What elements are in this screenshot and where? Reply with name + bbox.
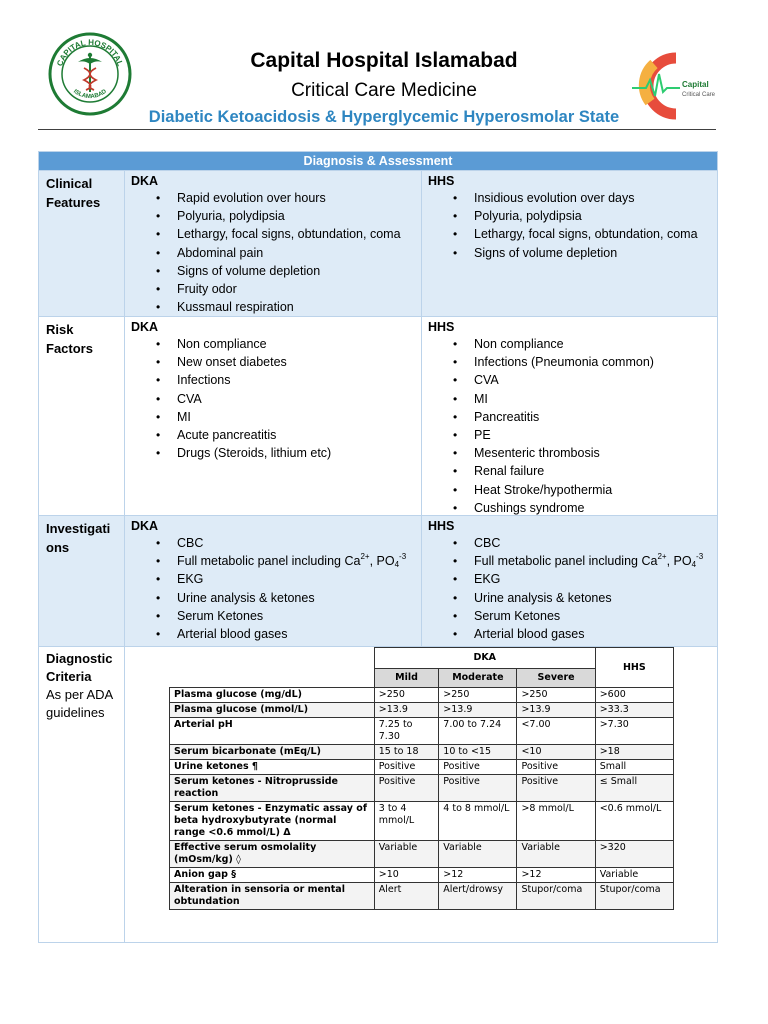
subheader-severe: Severe — [517, 669, 595, 688]
critical-care-logo — [628, 52, 720, 120]
hhs-column — [421, 171, 715, 316]
list-item: • Polyuria, polydipsia — [428, 207, 715, 225]
section-banner: Diagnosis & Assessment — [39, 152, 717, 170]
list-item: • MI — [131, 408, 421, 426]
list-item: • Lethargy, focal signs, obtundation, coma — [131, 225, 421, 243]
hhs-column — [421, 317, 715, 515]
list-item: • Full metabolic panel including $Ca^{2+}$, $PO_4^{-3}$ — [428, 552, 715, 570]
hhs-heading: HHS — [428, 174, 455, 188]
department-name: Critical Care Medicine — [291, 80, 477, 101]
table-row: Serum ketones - Enzymatic assay of beta hydroxybutyrate (normal range <0.6 mmol/L) Δ 3 to 4 mmol/L 4 to 8 mmol/L >8 mmol/L <0.6 mmol/L — [170, 802, 674, 841]
list-item: • Signs of volume depletion — [428, 244, 715, 262]
table-row: Serum bicarbonate (mEq/L) 15 to 18 10 to <15 <10 >18 — [170, 745, 674, 760]
investigations-row — [39, 515, 717, 646]
list-item: • Mesenteric thrombosis — [428, 444, 715, 462]
diagnostic-criteria-row — [39, 646, 717, 942]
list-item: • PE — [428, 426, 715, 444]
diagnostic-criteria-table — [169, 647, 674, 910]
list-item: • Heat Stroke/hypothermia — [428, 481, 715, 499]
list-item: • Urine analysis & ketones — [131, 589, 421, 607]
list-item: • CBC — [131, 534, 421, 552]
list-item: • Full metabolic panel including $Ca^{2+}$, $PO_4^{-3}$ — [131, 552, 421, 570]
hospital-seal-logo — [48, 32, 132, 116]
subheader-mild: Mild — [374, 669, 439, 688]
svg-text:Critical Care: Critical Care — [682, 92, 716, 98]
dka-column — [125, 516, 421, 646]
list-item: • Arterial blood gases — [428, 625, 715, 643]
table-row: Anion gap § >10 >12 >12 Variable — [170, 868, 674, 883]
list-item: • CVA — [428, 371, 715, 389]
table-row: Alteration in sensoria or mental obtundation Alert Alert/drowsy Stupor/coma Stupor/coma — [170, 883, 674, 910]
empty-header-cell — [170, 648, 375, 688]
dka-heading: DKA — [131, 174, 159, 188]
list-item: • Serum Ketones — [131, 607, 421, 625]
list-item: • Infections — [131, 371, 421, 389]
dka-heading: DKA — [131, 320, 159, 334]
list-item: • Insidious evolution over days — [428, 189, 715, 207]
document-topic: Diabetic Ketoacidosis & Hyperglycemic Hyperosmolar State — [148, 108, 620, 126]
table-row: Plasma glucose (mmol/L) >13.9 >13.9 >13.9 >33.3 — [170, 703, 674, 718]
criteria-table-wrapper — [125, 647, 674, 942]
svg-text:Capital: Capital — [682, 80, 709, 89]
dka-group-header: DKA — [374, 648, 595, 669]
dka-column — [125, 171, 421, 316]
table-row: Effective serum osmolality (mOsm/kg) ◊ Variable Variable Variable >320 — [170, 841, 674, 868]
table-row: Urine ketones ¶ Positive Positive Positive Small — [170, 760, 674, 775]
list-item: • CVA — [131, 390, 421, 408]
list-item: • EKG — [428, 570, 715, 588]
subheader-moderate: Moderate — [439, 669, 517, 688]
list-item: • Urine analysis & ketones — [428, 589, 715, 607]
list-item: • Renal failure — [428, 462, 715, 480]
list-item: • New onset diabetes — [131, 353, 421, 371]
list-item: • Cushings syndrome — [428, 499, 715, 517]
hospital-name: Capital Hospital Islamabad — [250, 49, 518, 72]
list-item: • Fruity odor — [131, 280, 421, 298]
list-item: • Infections (Pneumonia common) — [428, 353, 715, 371]
hhs-heading: HHS — [428, 320, 455, 334]
list-item: • Polyuria, polydipsia — [131, 207, 421, 225]
row-label: Risk Factors — [39, 317, 125, 515]
row-label: Clinical Features — [39, 171, 125, 316]
list-item: • Kussmaul respiration — [131, 298, 421, 316]
svg-text:CAPITAL HOSPITAL: CAPITAL HOSPITAL — [55, 37, 125, 68]
risk-factors-row — [39, 316, 717, 515]
dka-heading: DKA — [131, 519, 159, 533]
svg-text:ISLAMABAD: ISLAMABAD — [72, 88, 108, 101]
table-row: Plasma glucose (mg/dL) >250 >250 >250 >600 — [170, 688, 674, 703]
list-item: • Non compliance — [428, 335, 715, 353]
list-item: • CBC — [428, 534, 715, 552]
row-label: Investigati ons — [39, 516, 125, 646]
list-item: • Abdominal pain — [131, 244, 421, 262]
table-row: Arterial pH 7.25 to 7.30 7.00 to 7.24 <7.00 >7.30 — [170, 718, 674, 745]
list-item: • Arterial blood gases — [131, 625, 421, 643]
list-item: • Pancreatitis — [428, 408, 715, 426]
clinical-features-row — [39, 170, 717, 316]
list-item: • Signs of volume depletion — [131, 262, 421, 280]
list-item: • Rapid evolution over hours — [131, 189, 421, 207]
list-item: • Drugs (Steroids, lithium etc) — [131, 444, 421, 462]
list-item: • EKG — [131, 570, 421, 588]
dka-column — [125, 317, 421, 515]
row-label: Diagnostic Criteria As per ADA guidelines — [39, 647, 125, 942]
hhs-column — [421, 516, 715, 646]
hhs-group-header: HHS — [595, 648, 673, 688]
list-item: • Serum Ketones — [428, 607, 715, 625]
assessment-table — [38, 151, 718, 943]
table-row: Serum ketones - Nitroprusside reaction Positive Positive Positive ≤ Small — [170, 775, 674, 802]
list-item: • MI — [428, 390, 715, 408]
list-item: • Non compliance — [131, 335, 421, 353]
document-header — [0, 0, 768, 140]
header-divider — [38, 129, 716, 130]
list-item: • Lethargy, focal signs, obtundation, coma — [428, 225, 715, 243]
list-item: • Acute pancreatitis — [131, 426, 421, 444]
hhs-heading: HHS — [428, 519, 455, 533]
